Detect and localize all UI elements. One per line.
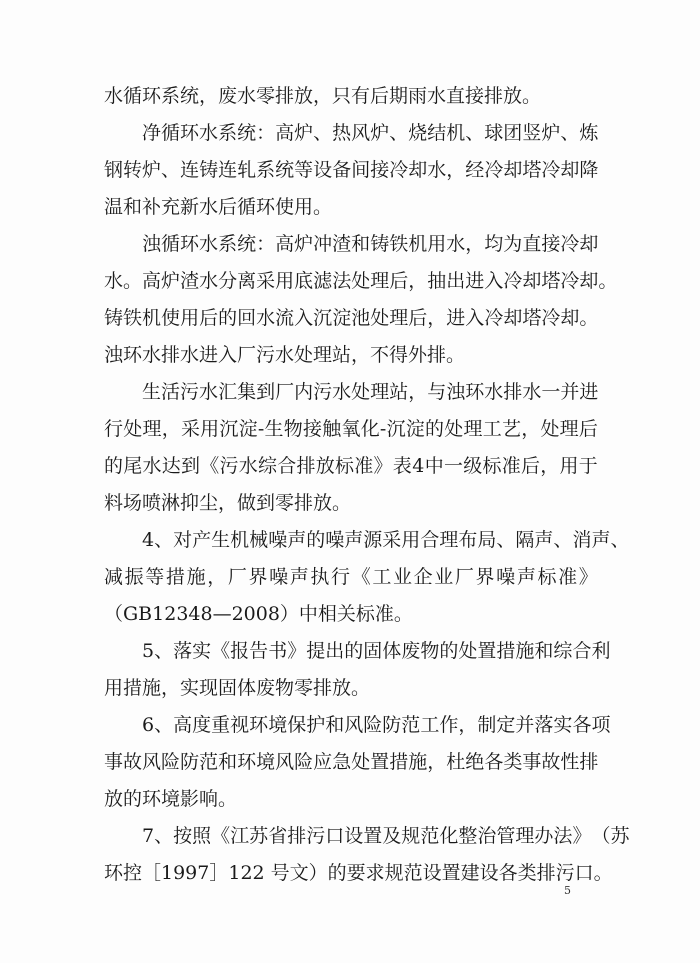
text-line: （GB12348—2008）中相关标准。: [104, 603, 413, 625]
text-line: 5 、 落 实 《 报 告 书 》 提 出 的 固 体 废 物 的 处 置 措 施 和 综 合 利: [142, 640, 611, 662]
text-line: 放的环境影响。: [104, 788, 238, 810]
paragraph: [104, 374, 598, 522]
text-line: 铸 铁 机 使 用 后 的 回 水 流 入 沉 淀 池 处 理 后 ， 进 入 冷 却 塔 冷 却 。: [104, 307, 599, 329]
paragraph: [104, 522, 630, 633]
paragraph: [104, 78, 598, 115]
text-line: 减 振 等 措 施 ， 厂 界 噪 声 执 行 《 工 业 企 业 厂 界 噪 声 标 准 》: [104, 566, 598, 588]
text-line: 净 循 环 水 系 统 ： 高 炉 、 热 风 炉 、 烧 结 机 、 球 团 竖 炉 、 炼: [142, 122, 599, 144]
text-line: 环控［1997］122 号文）的要求规范设置建设各类排污口。: [104, 862, 613, 884]
text-line: 水循环系统，废水零排放，只有后期雨水直接排放。: [104, 85, 542, 107]
text-line: 温和补充新水后循环使用。: [104, 196, 333, 218]
paragraph: [104, 226, 618, 374]
text-line: 4 、 对 产 生 机 械 噪 声 的 噪 声 源 采 用 合 理 布 局 、 隔 声 、 消 声 、: [142, 529, 630, 551]
text-line: 用措施，实现固体废物零排放。: [104, 677, 371, 699]
text-line: 事 故 风 险 防 范 和 环 境 风 险 应 急 处 置 措 施 ， 杜 绝 各 类 事 故 性 排: [104, 751, 599, 773]
text-line: 行 处 理 ， 采 用 沉 淀 - 生 物 接 触 氧 化 - 沉 淀 的 处 理 工 艺 ， 处 理 后: [104, 418, 598, 440]
text-line: 钢 转 炉 、 连 铸 连 轧 系 统 等 设 备 间 接 冷 却 水 ， 经 冷 却 塔 冷 却 降: [104, 159, 599, 181]
text-line: 生 活 污 水 汇 集 到 厂 内 污 水 处 理 站 ， 与 浊 环 水 排 水 一 并 进: [142, 381, 599, 403]
text-line: 水 。 高 炉 渣 水 分 离 采 用 底 滤 法 处 理 后 ， 抽 出 进 入 冷 却 塔 冷 却 。: [104, 270, 618, 292]
paragraph: [104, 633, 611, 707]
text-line: 7 、 按 照 《 江 苏 省 排 污 口 设 置 及 规 范 化 整 治 管 理 办 法 》 （ 苏: [142, 825, 630, 847]
text-line: 料场喷淋抑尘，做到零排放。: [104, 492, 352, 514]
page-number: 5: [564, 884, 571, 897]
paragraph: [104, 818, 630, 892]
text-line: 浊 循 环 水 系 统 ： 高 炉 冲 渣 和 铸 铁 机 用 水 ， 均 为 直 接 冷 却: [142, 233, 599, 255]
paragraph: [104, 115, 598, 226]
paragraph: [104, 707, 611, 818]
text-line: 6 、 高 度 重 视 环 境 保 护 和 风 险 防 范 工 作 ， 制 定 并 落 实 各 项: [142, 714, 611, 736]
document-body: [104, 78, 630, 892]
text-line: 的 尾 水 达 到 《 污 水 综 合 排 放 标 准 》 表 4 中 一 级 标 准 后 ， 用 于: [104, 455, 598, 477]
text-line: 浊环水排水进入厂污水处理站，不得外排。: [104, 344, 466, 366]
